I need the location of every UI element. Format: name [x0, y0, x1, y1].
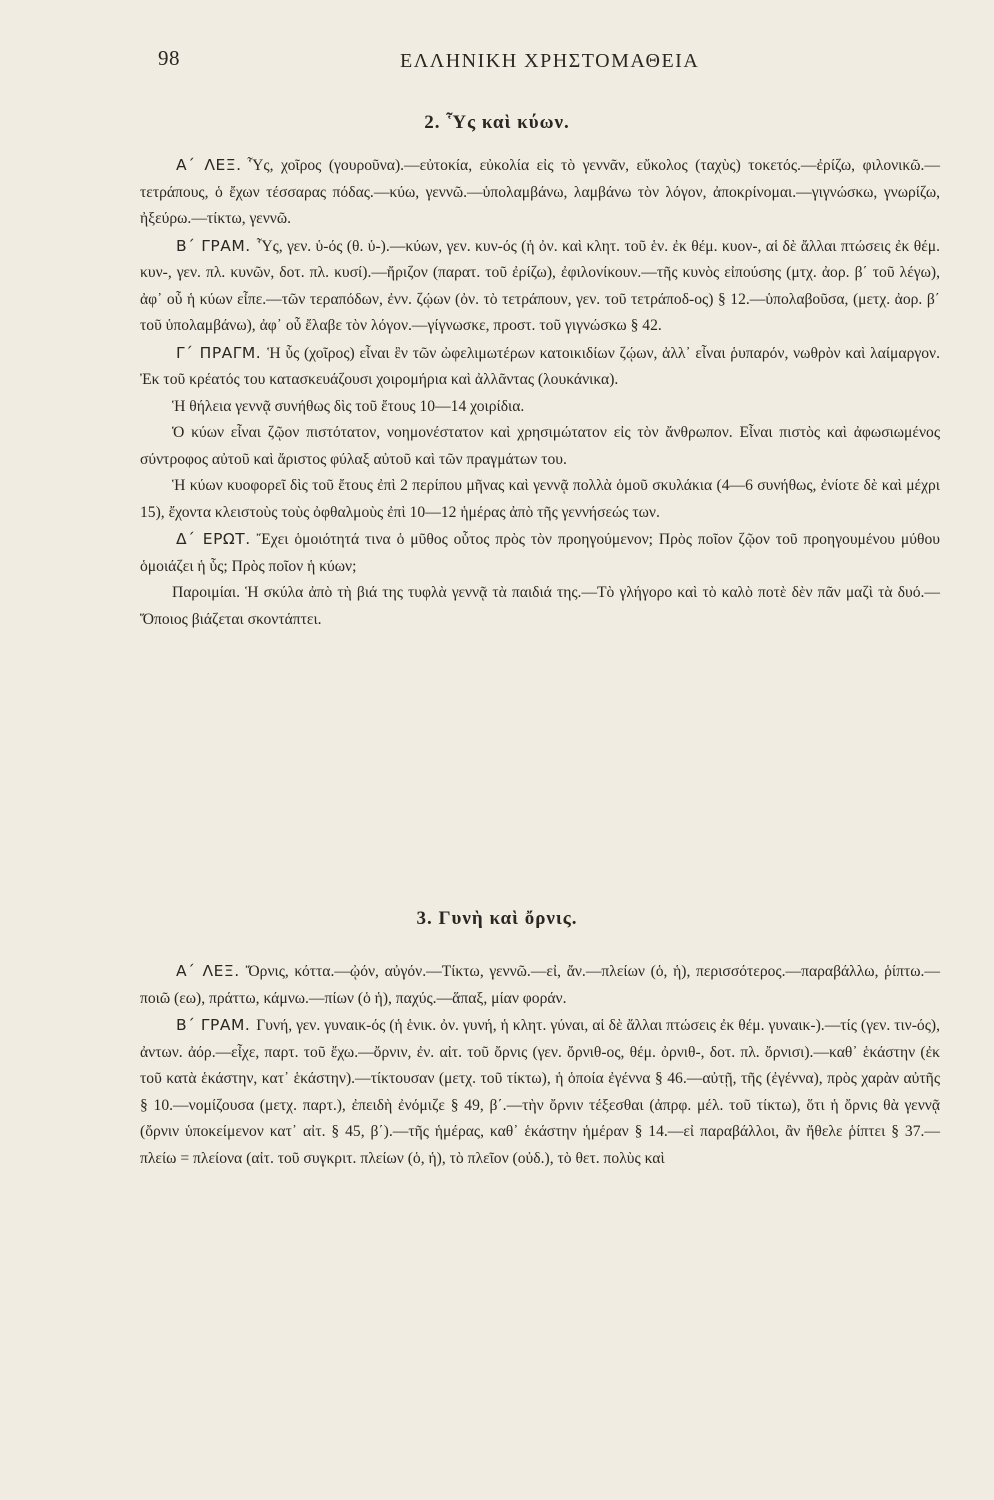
lexicon-label: Α΄ ΛΕΞ. — [176, 156, 242, 174]
section-3-lexicon — [140, 958, 940, 1012]
paragraph-thileia: Ἡ θήλεια γεννᾷ συνήθως δὶς τοῦ ἔτους 10—14 χοιρίδια. — [172, 397, 525, 415]
proverbs: Παροιμίαι. Ἡ σκύλα ἀπὸ τὴ βιά της τυφλὰ γεννᾷ τὰ παιδιά της.—Τὸ γλήγορο καὶ τὸ καλὸ ποτὲ δὲν πᾶν μαζὶ τὰ δυό.—Ὅποιος βιάζεται σκοντάπτει. — [140, 584, 940, 628]
section-3-grammar — [140, 1012, 940, 1172]
grammar-label: Β΄ ΓΡΑΜ. — [176, 1016, 251, 1034]
page-number: 98 — [158, 46, 180, 70]
paragraph-kyon-2: Ἡ κύων κυοφορεῖ δὶς τοῦ ἔτους ἐπὶ 2 περίπου μῆνας καὶ γεννᾷ πολλὰ ὁμοῦ σκυλάκια (4—6 συνήθως, ἐνίοτε δὲ καὶ μέχρι 15), ἔχοντα κλειστοὺς τοὺς ὀφθαλμοὺς ἐπὶ 10—12 ἡμέρας ἀπὸ τῆς γεννήσεώς των. — [140, 477, 940, 521]
section-2-title: 2. Ὗς καὶ κύων. — [424, 112, 570, 133]
pragmatics-label: Γ΄ ΠΡΑΓΜ. — [176, 343, 262, 362]
grammar-text: Ὗς, γεν. ὑ-ός (θ. ὑ-).—κύων, γεν. κυν-ός (ἡ ὀν. καὶ κλητ. τοῦ ἑν. ἐκ θέμ. κυον-, αἱ δὲ ἄλλαι πτώσεις ἐκ θέμ. κυν-, γεν. πλ. κυνῶν, δοτ. πλ. κυσί).—ἤριζον (παρατ. τοῦ ἐρίζω), ἐφιλονίκουν.—τῆς κυνὸς εἰπούσης (μτχ. ἀορ. β΄ τοῦ λέγω), ἀφ᾽ οὗ ἡ κύων εἶπε.—τῶν τεραπόδων, ἐνν. ζῴων (ὀν. τὸ τετράπουν, γεν. τοῦ τετράποδ-ος) § 12.—ὑπολαβοῦσα, (μετχ. ἀορ. β΄ τοῦ ὑπολαμβάνω), ἀφ᾽ οὗ ἔλαβε τὸν λόγον.—γίγνωσκε, προστ. τοῦ γιγνώσκω § 42. — [140, 237, 940, 334]
pragmatics-text: Ἡ ὗς (χοῖρος) εἶναι ἓν τῶν ὠφελιμωτέρων κατοικιδίων ζῴων, ἀλλ᾽ εἶναι ῥυπαρόν, νωθρὸν καὶ λαίμαργον. Ἐκ τοῦ κρέατός του κατασκευάζουσι χοιρομήρια καὶ ἀλλᾶντας (λουκάνικα). — [140, 344, 940, 388]
section-2-pragmatics — [140, 340, 940, 394]
lexicon-label: Α΄ ΛΕΞ. — [176, 962, 240, 980]
page-header — [140, 46, 934, 80]
section-2-grammar — [140, 233, 940, 340]
questions-label: Δ΄ ΕΡΩΤ. — [176, 530, 251, 548]
section-3-body — [140, 958, 940, 1172]
running-title: ΕΛΛΗΝΙΚΗ ΧΡΗΣΤΟΜΑΘΕΙΑ — [400, 50, 700, 72]
paragraph-kyon-1: Ὁ κύων εἶναι ζῷον πιστότατον, νοημονέστατον καὶ χρησιμώτατον εἰς τὸν ἄνθρωπον. Εἶναι πιστὸς καὶ ἀφωσιωμένος σύντροφος αὐτοῦ καὶ ἄριστος φύλαξ αὐτοῦ καὶ τῶν πραγμάτων του. — [140, 424, 940, 468]
lexicon-text: Ὄρνις, κόττα.—ᾠόν, αὐγόν.—Τίκτω, γεννῶ.—εἰ, ἄν.—πλείων (ὁ, ἡ), περισσότερος.—παραβάλλω, ῥίπτω.—ποιῶ (εω), πράττω, κάμνω.—πίων (ὁ ἡ), παχύς.—ἅπαξ, μίαν φοράν. — [140, 963, 940, 1007]
grammar-label: Β΄ ΓΡΑΜ. — [176, 236, 251, 255]
questions-text: Ἔχει ὁμοιότητά τινα ὁ μῦθος οὗτος πρὸς τὸν προηγούμενον; Πρὸς ποῖον ζῷον τοῦ προηγουμένου μύθου ὁμοιάζει ἡ ὗς; Πρὸς ποῖον ἡ κύων; — [140, 531, 940, 575]
lexicon-text: Ὗς, χοῖρος (γουροῦνα).—εὐτοκία, εὐκολία εἰς τὸ γεννᾶν, εὔκολος (ταχὺς) τοκετός.—ἐρίζω, φιλονικῶ.—τετράπους, ὁ ἔχων τέσσαρας πόδας.—κύω, γεννῶ.—ὑπολαμβάνω, λαμβάνω τὸν λόγον, ἀποκρίνομαι.—γιγνώσκω, γνωρίζω, ἠξεύρω.—τίκτω, γεννῶ. — [140, 157, 940, 227]
section-2-questions — [140, 526, 940, 580]
section-2-lexicon — [140, 152, 940, 233]
grammar-text: Γυνή, γεν. γυναικ-ός (ἡ ἑνικ. ὀν. γυνή, ἡ κλητ. γύναι, αἱ δὲ ἄλλαι πτώσεις ἐκ θέμ. γυναικ-).—τίς (γεν. τιν-ός), ἀντων. ἀόρ.—εἶχε, παρτ. τοῦ ἔχω.—ὄρνιν, ἐν. αἰτ. τοῦ ὄρνις (γεν. ὄρνιθ-ος, θέμ. ὀρνιθ-, δοτ. πλ. ὄρνισι).—καθ᾽ ἑκάστην (ἐκ τοῦ κατὰ ἑκάστην, κατ᾽ ἑκάστην).—τίκτουσαν (μετχ. τοῦ τίκτω), ἡ ὁποία ἐγέννα § 46.—αὐτῇ, τῆς (ἐγέννα), πρὸς χαρὰν αὐτῆς § 10.—νομίζουσα (μετχ. παρτ.), ἐπειδὴ ἐνόμιζε § 49, β΄.—τὴν ὄρνιν τέξεσθαι (ἀπρφ. μέλ. τοῦ τίκτω), ὅτι ἡ ὄρνις θὰ γεννᾷ (ὄρνιν ὑποκείμενον κατ᾽ αἰτ. § 45, β΄).—τῆς ἡμέρας, καθ᾽ ἑκάστην ἡμέραν § 14.—εἰ παραβάλλοι, ἂν ἤθελε ῥίπτει § 37.—πλείω = πλείονα (αἰτ. τοῦ συγκριτ. πλείων (ὁ, ἡ), τὸ πλεῖον (οὐδ.), τὸ θετ. πολὺς καὶ — [140, 1017, 940, 1167]
section-2-body — [140, 152, 940, 633]
section-3-title: 3. Γυνὴ καὶ ὄρνις. — [416, 908, 578, 929]
